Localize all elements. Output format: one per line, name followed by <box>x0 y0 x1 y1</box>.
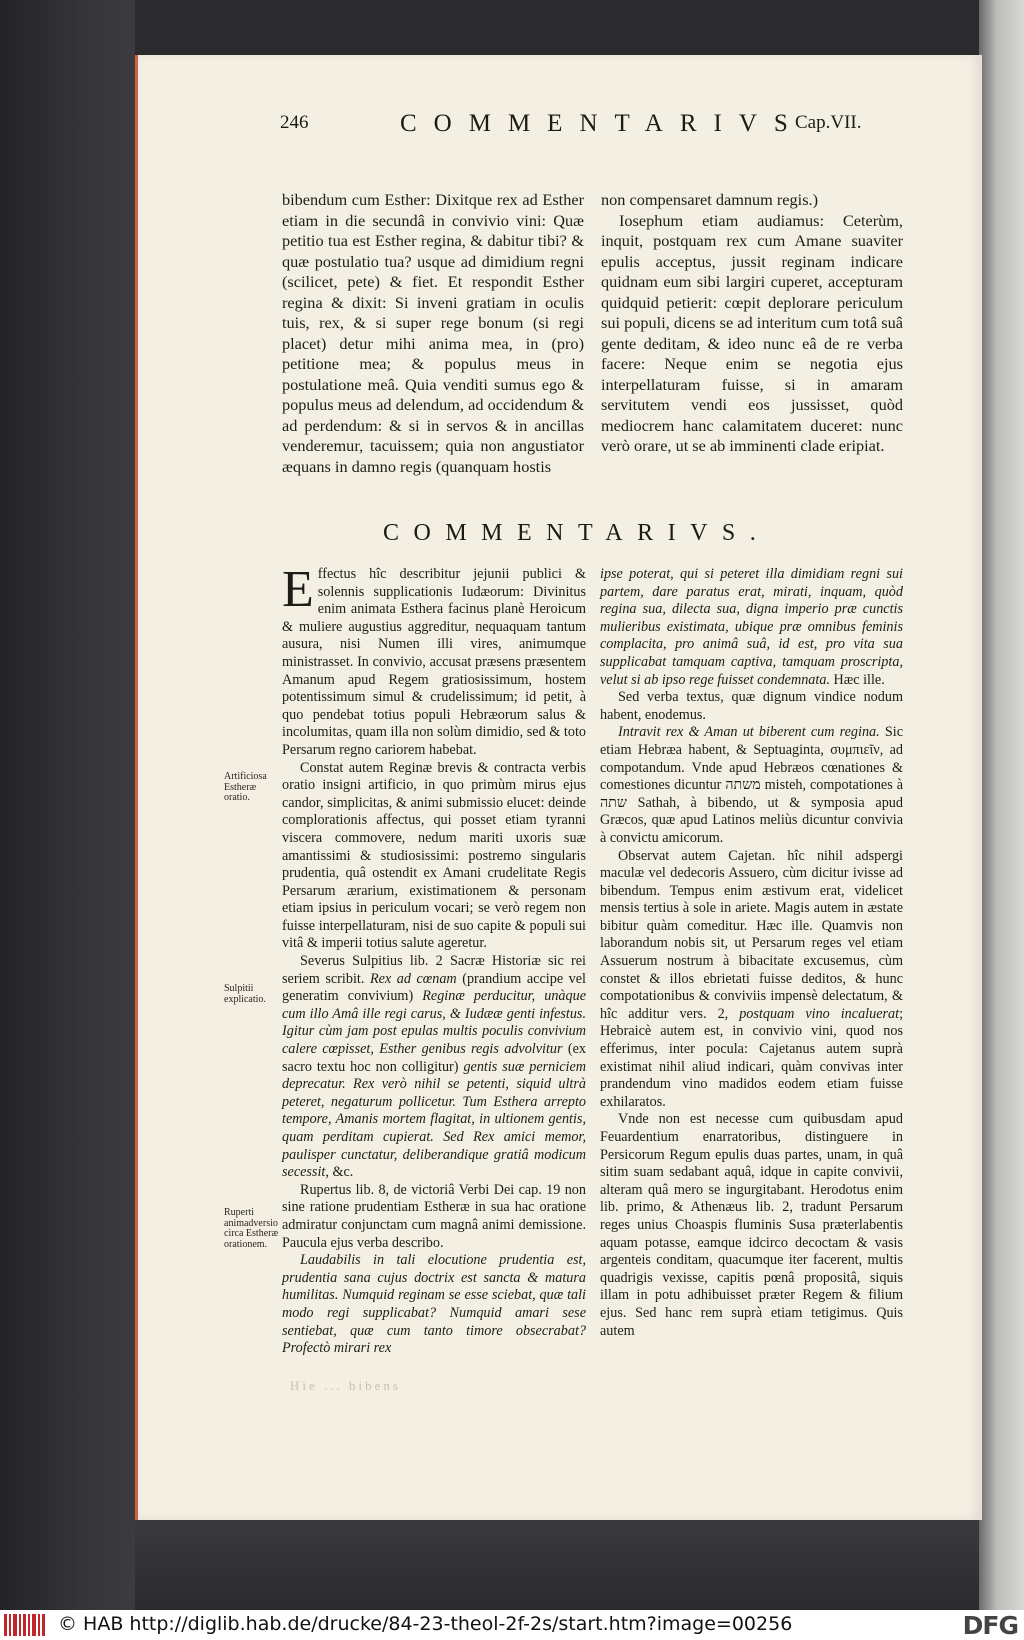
cajetan-quote: postquam vino incaluerat <box>739 1005 900 1022</box>
drop-cap-initial: E <box>282 561 314 618</box>
sulpitius-quote-b: Reginæ perducitur, unàque cum illo Amâ ille regi carus, & Iudææ genti infestus. Igitur cùm jam post epulas multis poculis convivium calere cœpisset, Esther genibus regis advolvitur <box>282 988 586 1058</box>
hec-ille: Hæc ille. <box>830 671 885 688</box>
commentary-left-column <box>282 561 586 1358</box>
dfg-logo: DFG <box>962 1611 1018 1640</box>
sulpitius-gloss-b: (ex sacro textu hoc non colligitur) <box>282 1041 586 1075</box>
sulpitius-quote-a: Rex ad cœnam <box>369 970 457 987</box>
marginal-note-sulpitii: Sulpitii explicatio. <box>224 983 266 1005</box>
scripture-right-column <box>601 190 903 457</box>
commentary-paragraph-2: Constat autem Reginæ brevis & contracta verbis oratio insigni artificio, in quo primùm mirus ejus candor, simplicitas, & animi submissio elucet: deinde complorationis affectus, qui posset etiam tyranni viscera commovere, nedum mariti uxoris suæ amantissimi & studiosissimi: postremo singularis prudentia, quâ ostendit ex Amani crudelitate Regis Persarum ærarium, existimationem & personam etiam ipsius in periculum vocari; se verò regem non fuisse interpellaturam, nisi de suo capite & populi sui vitâ & imperii totius salute ageretur. <box>282 759 586 952</box>
marginal-note-artificiosa: Artificiosa Estheræ oratio. <box>224 771 267 803</box>
commentary-right-column <box>600 566 903 1340</box>
commentary-paragraph-1-text: ffectus hîc describitur jejunii publici & solennis supplicationis Iudæorum: Divinitus enim animata Esthera facinus planè Heroicum & muliere augustius aggreditur, nequaquam tantum ausura, nisi Numen illi vires, animumque ministrasset. In convivio, accusat præsens præsentem Amanum apud Regem gratiosissimum, hostem potentissimum simul & crudelissimum; id petit, à quo pendebat totius populi Hebræorum salus & incolumitas, quam illa non solùm dimidio, sed & toto Persarum regno cariorem habebat. <box>282 566 586 758</box>
chapter-heading: Cap.VII. <box>795 112 862 133</box>
hab-barcode-icon <box>4 1614 46 1636</box>
commentary-right-paragraph-4 <box>600 848 903 1112</box>
scripture-left-text: bibendum cum Esther: Dixitque rex ad Esther etiam in die secundâ in convivio vini: Quæ petitio tua est Esther regina, & dabitur tibi? & quæ postulatio tua? usque ad dimidium regni (scilicet, pete) & fiet. Et respondit Esther regina & dixit: Si inveni gratiam in oculis tuis, rex, & si super rege bonum (si regi placet) detur mihi anima mea, in (pro) petitione mea; & populus meus in postulatione meâ. Quia venditi sumus ego & populus meus ad delendum, ad occidendum & ad perdendum: & si in servos & in ancillas venderemur, tacuissem; quia non angustiator æquans in damno regis (quanquam hostis <box>282 190 584 476</box>
commentary-right-paragraph-5: Vnde non est necesse cum quibusdam apud Feuardentium enarratoribus, distinguere in Persicorum Regum epulis duas partes, unam, in quâ sitim suam sedabant aquâ, idque in capite convivii, alteram quâ mero se ingurgitabant. Herodotus enim lib. primo, & Athenæus lib. 2, tradunt Persarum reges unius Choaspis fluminis Susa præterlabentis aquam potasse, eamque idcirco decoctam & vasis argenteis conditam, quacumque iter facerent, multis quadrigis vexisse, capitis pœnâ propositâ, siquis illam in potu adhibuisset præter Regem & filium ejus. Sed hanc rem suprà etiam tetigimus. Quis autem <box>600 1111 903 1339</box>
commentary-right-paragraph-1 <box>600 566 903 689</box>
cajetan-note-b: ; Hebraicè autem est, in convivio vini, quod nos efferimus, inter pocula: Cajetanus autem suprà existimat nihil aliud indicari, quàm convivas inter prandendum vino madidos eodem etiam fuisse exhilaratos. <box>600 1005 904 1110</box>
rupertus-quote-cont: ipse poterat, qui si peteret illa dimidiam regni sui partem, dare paratus erat, mirati, inquam, quòd regina sua, dilecta sua, digna imperio præ cunctis mulieribus existimata, ubique præ omnibus feminis complacita, pro animâ suâ, id est, pro vita sua supplicabat tamquam captiva, tamquam proscripta, velut si ab ipso rege fuisset condemnata. <box>600 566 903 688</box>
commentary-paragraph-4: Rupertus lib. 8, de victoriâ Verbi Dei cap. 19 non sine ratione prudentiam Estheræ in sua hac oratione admiratur conjunctam cum magnâ animi demissione. Paucula ejus verba describo. <box>282 1181 586 1251</box>
marginal-note-ruperti: Ruperti animadversio circa Estheræ orationem. <box>224 1207 279 1250</box>
lemma-intravit: Intravit rex & Aman ut biberent cum regina. <box>618 724 880 741</box>
sulpitius-gloss-a: (prandium accipe vel generatim convivium) <box>282 970 586 1005</box>
commentary-right-paragraph-3 <box>600 724 903 847</box>
book-fore-edge <box>979 0 1024 1610</box>
commentary-right-paragraph-2: Sed verba textus, quæ dignum vindice nodum habent, enodemus. <box>600 689 903 723</box>
scan-background-bottom <box>135 1520 979 1610</box>
source-url[interactable]: © HAB http://diglib.hab.de/drucke/84-23-theol-2f-2s/start.htm?image=00256 <box>58 1613 793 1635</box>
commentary-paragraph-3 <box>282 953 586 1182</box>
scripture-right-line: non compensaret damnum regis.) <box>601 190 819 209</box>
cajetan-note-a: Observat autem Cajetan. hîc nihil adspergi maculæ vel dedecoris Assuero, cùm dicitur ivisse ad bibendum. Tempus enim æstivum erat, videlicet mensis tertius à sole in ariete. Magis autem in æstate bibitur quàm comeditur. Hæc ille. Quamvis non laborandum nobis sit, ut Persarum reges vel etiam Assuerum nostrum à bibacitate excusemus, cùm constet & illos ebrietati fuisse deditos, & hunc compotationibus & conviviis impensè delectatum, & hîc additur vers. 2, <box>600 847 903 1022</box>
josephus-paragraph: Iosephum etiam audiamus: Ceterùm, inquit, postquam rex cum Amane suaviter epulis acceptus, jussit reginam indicare quidnam eum sibi largiri cuperet, accepturam quidquid petierit: cœpit deplorare periculum sui populi, dicens se ad interitum cum totâ suâ gente deditam, & ideo nunc eâ de re verba facere: Neque enim se negotia ejus interpellaturam fuisse, si in amaram servitutem vendi eos jussisset, quòd mediocrem hanc calamitatem duceret: nunc verò orare, ut se ab imminenti clade eripiat. <box>601 210 903 455</box>
commentary-paragraph-1 <box>282 561 586 760</box>
section-title: COMMENTARIVS. <box>383 520 771 546</box>
sulpitius-etc: &c. <box>328 1164 354 1181</box>
running-title: COMMENTARIVS <box>400 110 805 137</box>
scripture-left-column <box>282 190 584 477</box>
rupertus-quote: Laudabilis in tali elocutione prudentia est, prudentia sana cujus doctrix est sancta & matura humilitas. Numquid reginam se esse sciebat, quæ tali modo regi supplicabat? Numquid amari sese sentiebat, quæ cum tanto timore obsecrabat? Profectò mirari rex <box>282 1252 586 1357</box>
viewer-footer <box>0 1610 1024 1640</box>
sulpitius-intro: Severus Sulpitius lib. 2 Sacræ Historiæ sic rei seriem scribit. <box>282 953 586 987</box>
page-number: 246 <box>280 112 309 133</box>
scan-background-left <box>0 0 135 1610</box>
sulpitius-quote-c: gentis suæ perniciem deprecatur. Rex verò nihil se petenti, siquid ultrà peteret, negaturum pollicetur. Tum Esthera arrepto tempore, Amanis mortem flagitat, in ultionem gentis, quam perditam cupierat. Sed Rex amici memor, paulisper cunctatur, deliberandique gratiâ modicum secessit, <box>282 1058 586 1181</box>
lemma-explanation: Sic etiam Hebræa habent, & Septuaginta, συμπιεῖν, ad compotandum. Vnde apud Hebræos cœnationes & comestiones dicuntur משתה misteh, compotationes à שתה Sathah, à bibendo, ut & symposia apud Græcos, quæ apud Latinos meliùs dicuntur convivia à convictu amicorum. <box>600 724 903 846</box>
show-through-catchword: Hie ... bibens <box>290 1378 401 1393</box>
